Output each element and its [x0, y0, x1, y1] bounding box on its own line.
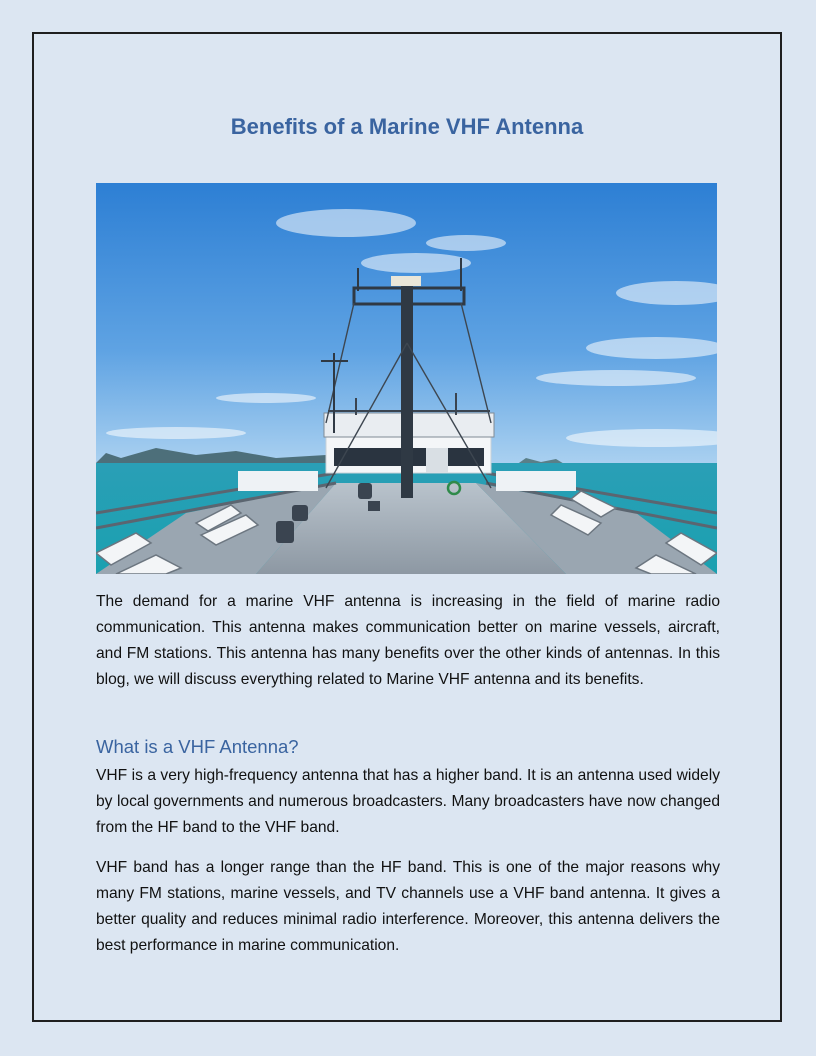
document-title: Benefits of a Marine VHF Antenna [230, 114, 584, 139]
section-heading: What is a VHF Antenna? [96, 736, 299, 757]
ship-deck-photo-icon [96, 183, 717, 574]
section-paragraph-1: VHF is a very high-frequency antenna that has a higher band. It is an antenna used widely by local governments and numerous broadcasters. Many broadcasters have now changed from the HF band to the VHF band. [96, 767, 720, 836]
section-paragraph-2: VHF band has a longer range than the HF band. This is one of the major reasons why many FM stations, marine vessels, and TV channels use a VHF band antenna. It gives a better quality and reduces minimal radio interference. Moreover, this antenna delivers the best performance in marine communication. [96, 859, 720, 954]
intro-paragraph: The demand for a marine VHF antenna is increasing in the field of marine radio communication. This antenna makes communication better on marine vessels, aircraft, and FM stations. This antenna has many benefits over the other kinds of antennas. In this blog, we will discuss everything related to Marine VHF antenna and its benefits. [96, 593, 720, 688]
ship-deck-photo [96, 183, 717, 574]
